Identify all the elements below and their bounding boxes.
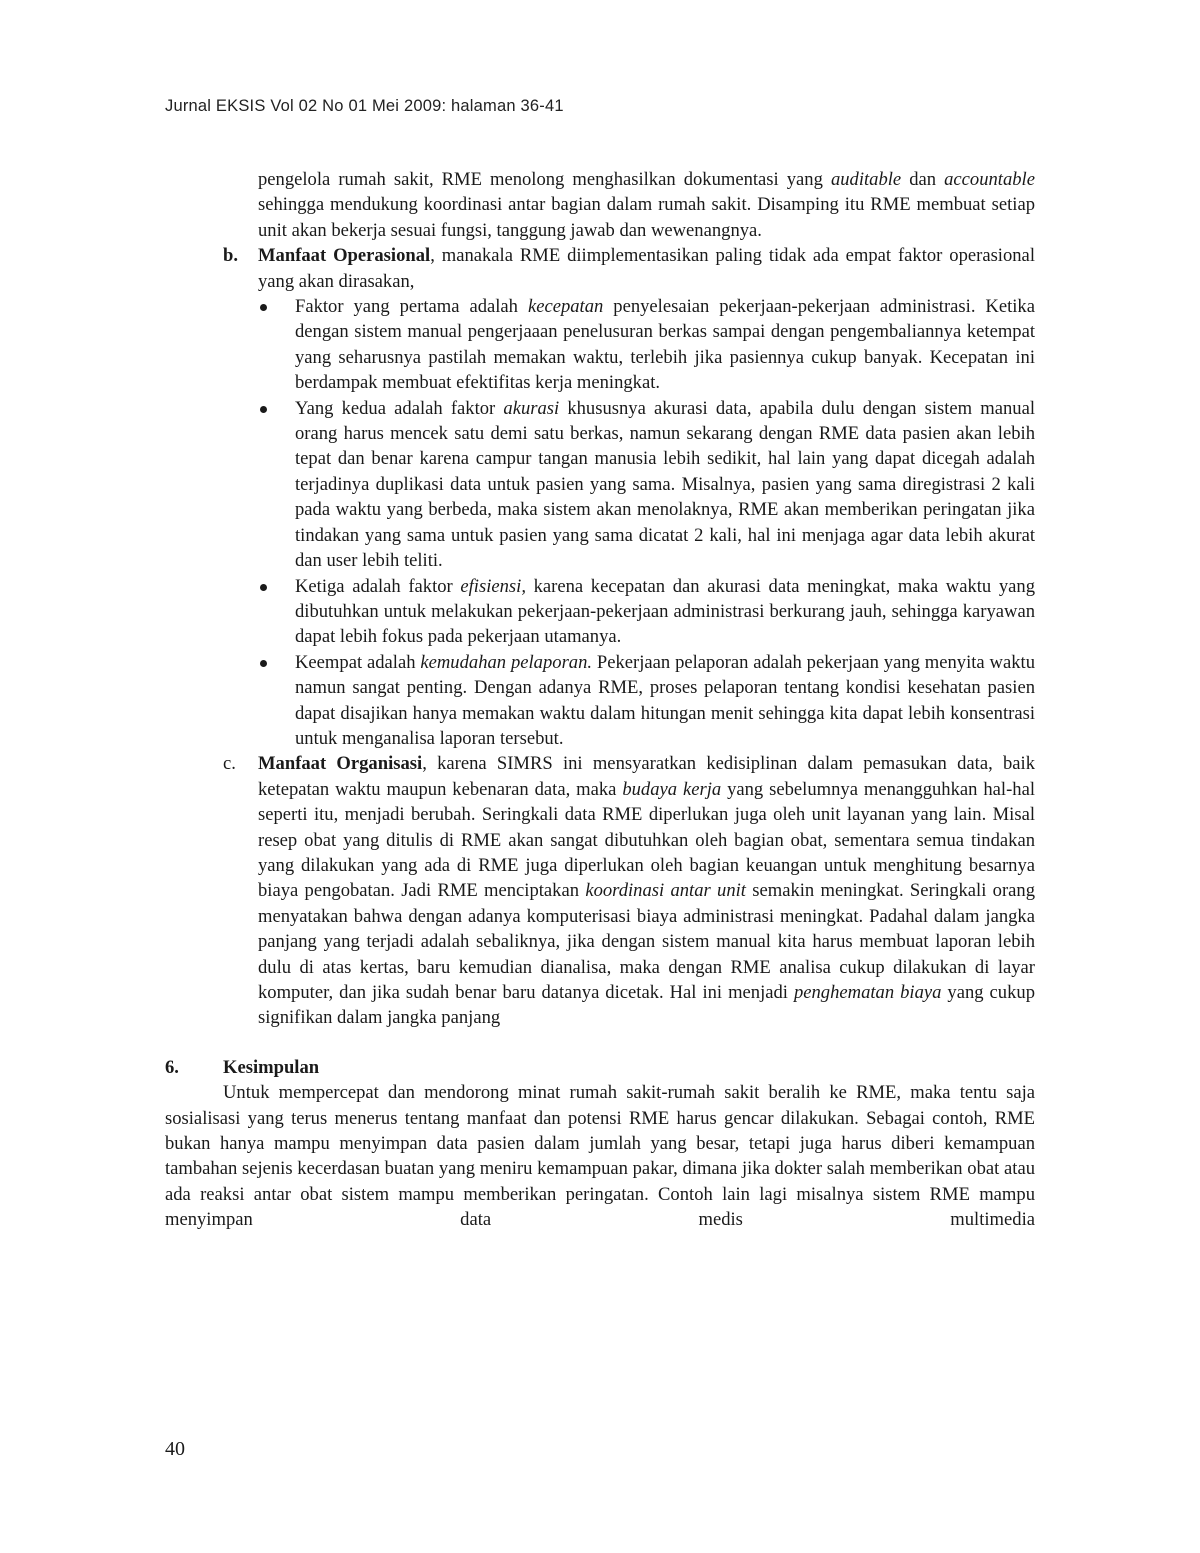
text-run: pengelola rumah sakit, RME menolong menghasilkan dokumentasi yang	[258, 169, 831, 190]
bullet-icon	[260, 584, 267, 591]
text-run: , karena SIMRS ini mensyaratkan kedisiplinan dalam pemasukan data, baik ketepatan waktu maupun kebenaran data, maka	[258, 753, 1035, 800]
list-item-b	[165, 243, 1035, 294]
italic-term: koordinasi antar unit	[585, 880, 746, 902]
bullet-text	[295, 396, 1035, 574]
bullet-text	[295, 650, 1035, 752]
page-body	[165, 167, 1035, 1233]
italic-term: accountable	[944, 169, 1035, 190]
text-run: Faktor yang pertama adalah	[295, 296, 528, 318]
text-run: Keempat adalah	[295, 651, 421, 673]
section-title: Kesimpulan	[223, 1056, 320, 1078]
bullet-item	[165, 396, 1035, 574]
text-run: yang sebelumnya menangguhkan hal-hal seperti itu, menjadi berubah. Seringkali data RME diperlukan juga oleh unit layanan yang lain. Misal resep obat yang ditulis di RME akan sangat dibutuhkan oleh bagian obat, sementara semua tindakan yang dilakukan yang ada di RME juga diperlukan oleh bagian keuangan untuk menghitung besarnya biaya pengobatan. Jadi RME menciptakan	[258, 778, 1035, 902]
text-run: Yang kedua adalah faktor	[295, 397, 504, 419]
text-run: penyelesaian pekerjaan-pekerjaan administrasi. Ketika dengan sistem manual pengerjaaan penelusuran berkas sampai dengan pengembaliannya ketempat yang seharusnya pastilah memakan waktu, terlebih jika pasiennya cukup banyak. Kecepatan ini berdampak membuat efektifitas kerja meningkat.	[295, 296, 1035, 394]
bullet-icon	[260, 304, 267, 311]
bullet-list	[165, 294, 1035, 751]
conclusion-paragraph: Untuk mempercepat dan mendorong minat rumah sakit-rumah sakit beralih ke RME, maka tentu saja sosialisasi yang terus menerus tentang manfaat dan potensi RME harus gencar dilakukan. Sebagai contoh, RME bukan hanya mampu menyimpan data pasien dalam jumlah yang besar, tetapi juga harus diberi kemampuan tambahan sejenis kecerdasan buatan yang meniru kemampuan pakar, dimana jika dokter salah memberikan obat atau ada reaksi antar obat sistem mampu memberikan peringatan. Contoh lain lagi misalnya sistem RME mampu menyimpan data medis multimedia	[165, 1082, 1035, 1231]
item-title: Manfaat Organisasi	[258, 753, 423, 775]
bullet-text	[295, 574, 1035, 650]
list-marker: b.	[223, 245, 238, 267]
italic-term: efisiensi,	[460, 575, 526, 597]
page-number: 40	[165, 1438, 185, 1460]
text-run: Ketiga adalah faktor	[295, 575, 461, 597]
list-marker: c.	[223, 753, 236, 775]
section-heading	[165, 1055, 1035, 1080]
italic-term: budaya kerja	[622, 778, 722, 800]
bullet-item	[165, 294, 1035, 396]
italic-term: kemudahan pelaporan.	[420, 651, 593, 673]
bullet-icon	[260, 660, 267, 667]
bullet-item	[165, 650, 1035, 752]
list-item-b-text	[258, 243, 1035, 294]
section-number: 6.	[165, 1056, 179, 1078]
running-header: Jurnal EKSIS Vol 02 No 01 Mei 2009: halaman 36-41	[165, 97, 564, 115]
text-run: sehingga mendukung koordinasi antar bagian dalam rumah sakit. Disamping itu RME membuat setiap unit akan bekerja sesuai fungsi, tanggung jawab dan wewenangnya.	[258, 194, 1035, 241]
italic-term: penghematan biaya	[793, 982, 942, 1003]
text-run: semakin meningkat. Seringkali orang menyatakan bahwa dengan adanya komputerisasi biaya administrasi meningkat. Padahal dalam jangka panjang yang terjadi adalah sebaliknya, jika dengan sistem manual kita harus membuat laporan lebih dulu di atas kertas, baru kemudian dianalisa, maka dengan RME analisa cukup dilakukan di layar komputer, dan jika sudah benar baru datanya dicetak. Hal ini menjadi	[258, 880, 1035, 1003]
text-run: karena kecepatan dan akurasi data meningkat, maka waktu yang dibutuhkan untuk melakukan pekerjaan-pekerjaan administrasi berkurang jauh, sehingga karyawan dapat lebih fokus pada pekerjaan utamanya.	[295, 575, 1035, 648]
italic-term: kecepatan	[527, 296, 604, 318]
text-run: Pekerjaan pelaporan adalah pekerjaan yang menyita waktu namun sangat penting. Dengan adanya RME, proses pelaporan tentang kondisi kesehatan pasien dapat disajikan hanya memakan waktu dalam hitungan menit sehingga kita dapat lebih konsentrasi untuk menganalisa laporan tersebut.	[295, 651, 1035, 749]
item-title: Manfaat Operasional	[258, 245, 431, 267]
continuation-paragraph	[165, 167, 1035, 243]
text-run: dan	[901, 169, 945, 190]
bullet-item	[165, 574, 1035, 650]
italic-term: akurasi	[503, 397, 560, 419]
bullet-text	[295, 294, 1035, 396]
list-item-c-text	[258, 751, 1035, 1030]
text-run: khususnya akurasi data, apabila dulu dengan sistem manual orang harus mencek satu demi satu berkas, namun sekarang dengan RME data pasien akan lebih tepat dan benar karena campur tangan manusia lebih sedikit, hal lain yang dapat dicegah adalah terjadinya duplikasi data untuk pasien yang sama. Misalnya, pasien yang sama diregistrasi 2 kali pada waktu yang berbeda, maka sistem akan menolaknya, RME akan memberikan peringatan jika tindakan yang sama untuk pasien yang sama dicatat 2 kali, hal ini menjaga agar data lebih akurat dan user lebih teliti.	[295, 397, 1035, 572]
list-item-c	[165, 751, 1035, 1030]
bullet-icon	[260, 406, 267, 413]
text-run: yang cukup signifikan dalam jangka panjang	[258, 982, 1035, 1029]
text-run: , manakala RME diimplementasikan paling tidak ada empat faktor operasional yang akan dirasakan,	[258, 245, 1035, 292]
italic-term: auditable	[830, 169, 902, 190]
